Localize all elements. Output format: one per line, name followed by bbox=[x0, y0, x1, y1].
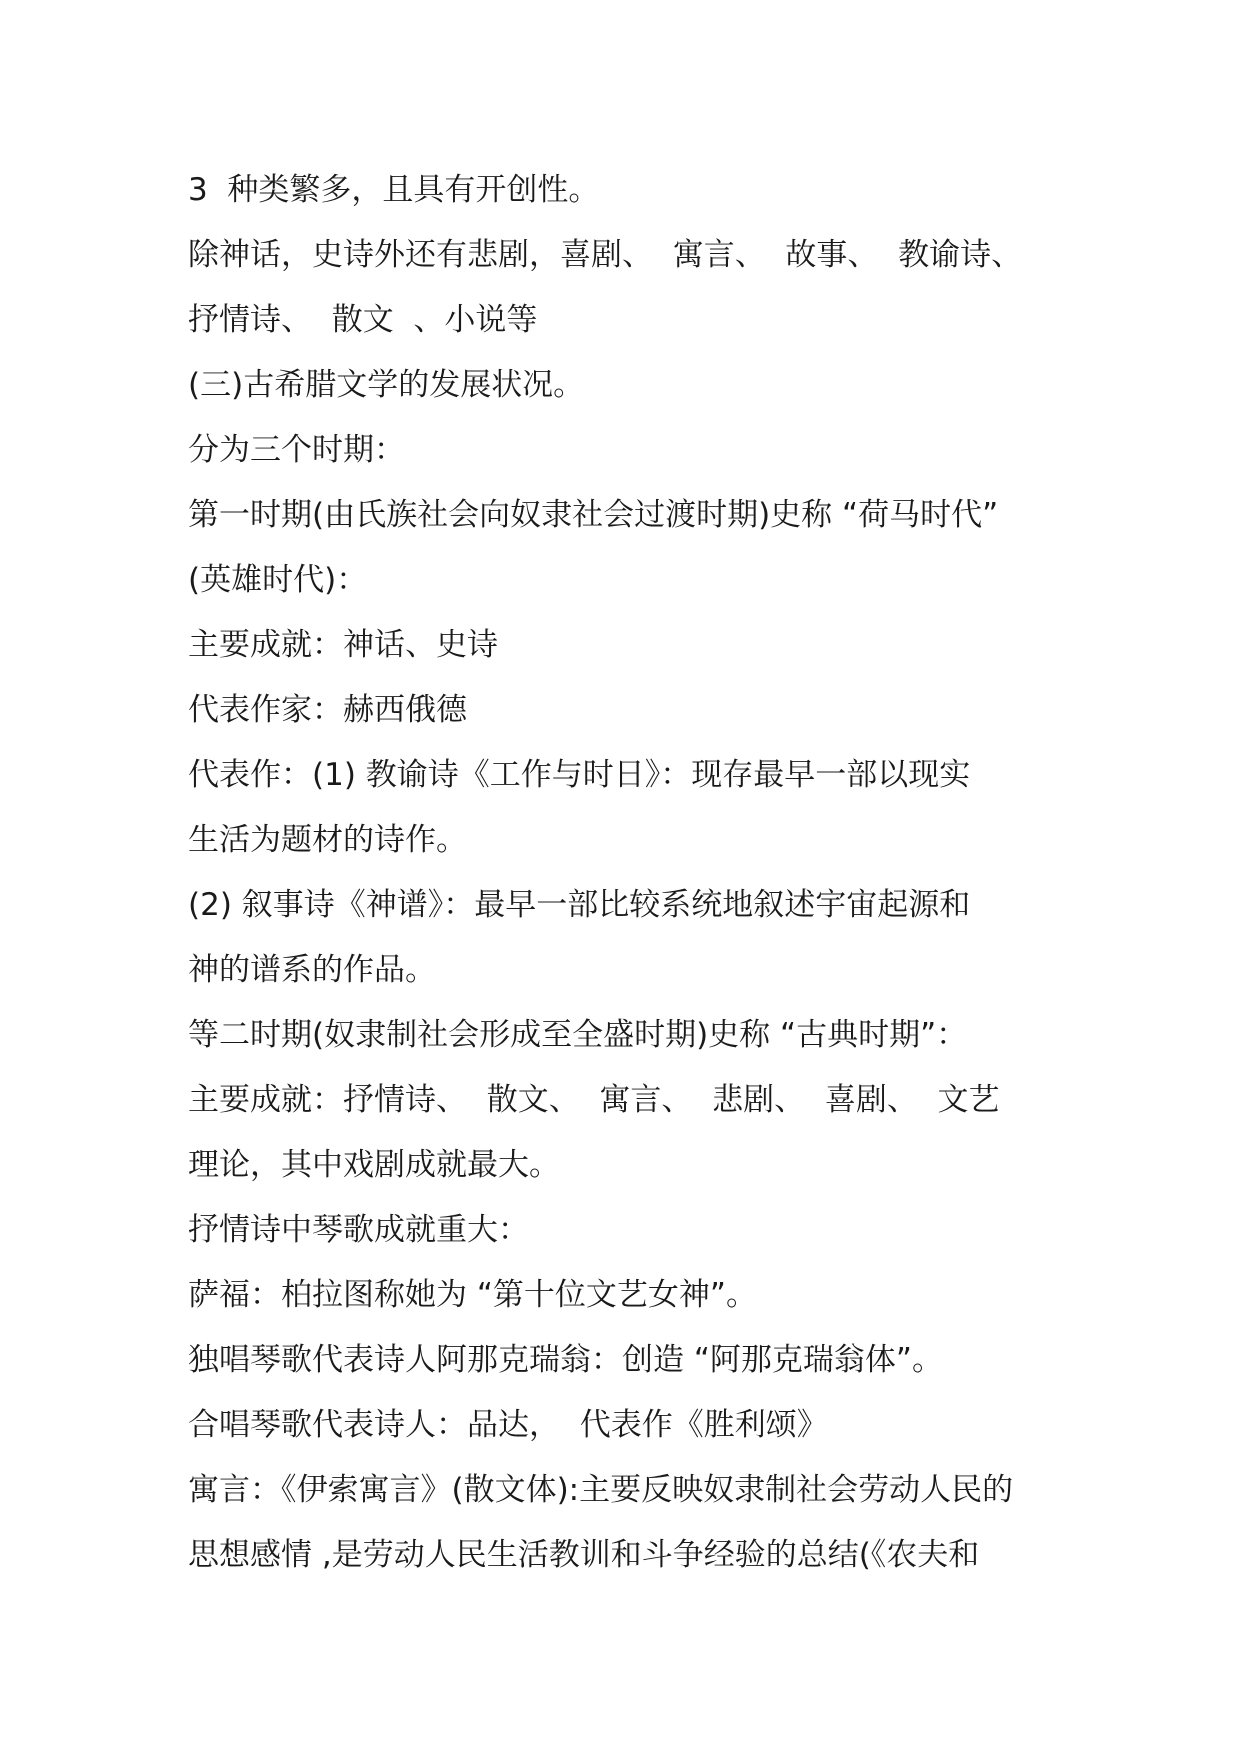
text-line: (英雄时代)： bbox=[188, 562, 368, 598]
text-line: 抒情诗中琴歌成就重大： bbox=[188, 1212, 529, 1248]
text-line: (2) 叙事诗《神谱》：最早一部比较系统地叙述宇宙起源和 bbox=[188, 887, 971, 923]
text-line: 生活为题材的诗作。 bbox=[188, 822, 467, 858]
text-line: 分为三个时期： bbox=[188, 432, 405, 468]
text-line: 合唱琴歌代表诗人：品达， 代表作《胜利颂》 bbox=[188, 1407, 828, 1443]
text-line: 寓言：《伊索寓言》(散文体):主要反映奴隶制社会劳动人民的 bbox=[188, 1472, 1014, 1508]
text-line: 主要成就：抒情诗、 散文、 寓言、 悲剧、 喜剧、 文艺 bbox=[188, 1082, 1000, 1118]
text-line: 萨福：柏拉图称她为 “第十位文艺女神”。 bbox=[188, 1277, 757, 1313]
body-text bbox=[188, 158, 1068, 1588]
text-line: 独唱琴歌代表诗人阿那克瑞翁：创造 “阿那克瑞翁体”。 bbox=[188, 1342, 943, 1378]
text-line: 第一时期(由氏族社会向奴隶社会过渡时期)史称 “荷马时代” bbox=[188, 497, 999, 533]
text-line: 3 种类繁多，且具有开创性。 bbox=[188, 172, 600, 208]
text-line: 主要成就：神话、史诗 bbox=[188, 627, 498, 663]
section-heading: (三)古希腊文学的发展状况。 bbox=[188, 367, 585, 403]
text-line: 除神话，史诗外还有悲剧，喜剧、 寓言、 故事、 教谕诗、 bbox=[188, 237, 1023, 273]
text-line: 代表作：(1) 教谕诗《工作与时日》：现存最早一部以现实 bbox=[188, 757, 971, 793]
text-line: 神的谱系的作品。 bbox=[188, 952, 436, 988]
text-line: 抒情诗、 散文 、小说等 bbox=[188, 302, 538, 338]
text-line: 等二时期(奴隶制社会形成至全盛时期)史称 “古典时期”： bbox=[188, 1017, 968, 1053]
text-line: 思想感情 ,是劳动人民生活教训和斗争经验的总结(《农夫和 bbox=[188, 1537, 980, 1573]
text-line: 理论，其中戏剧成就最大。 bbox=[188, 1147, 560, 1183]
text-line: 代表作家：赫西俄德 bbox=[188, 692, 467, 728]
